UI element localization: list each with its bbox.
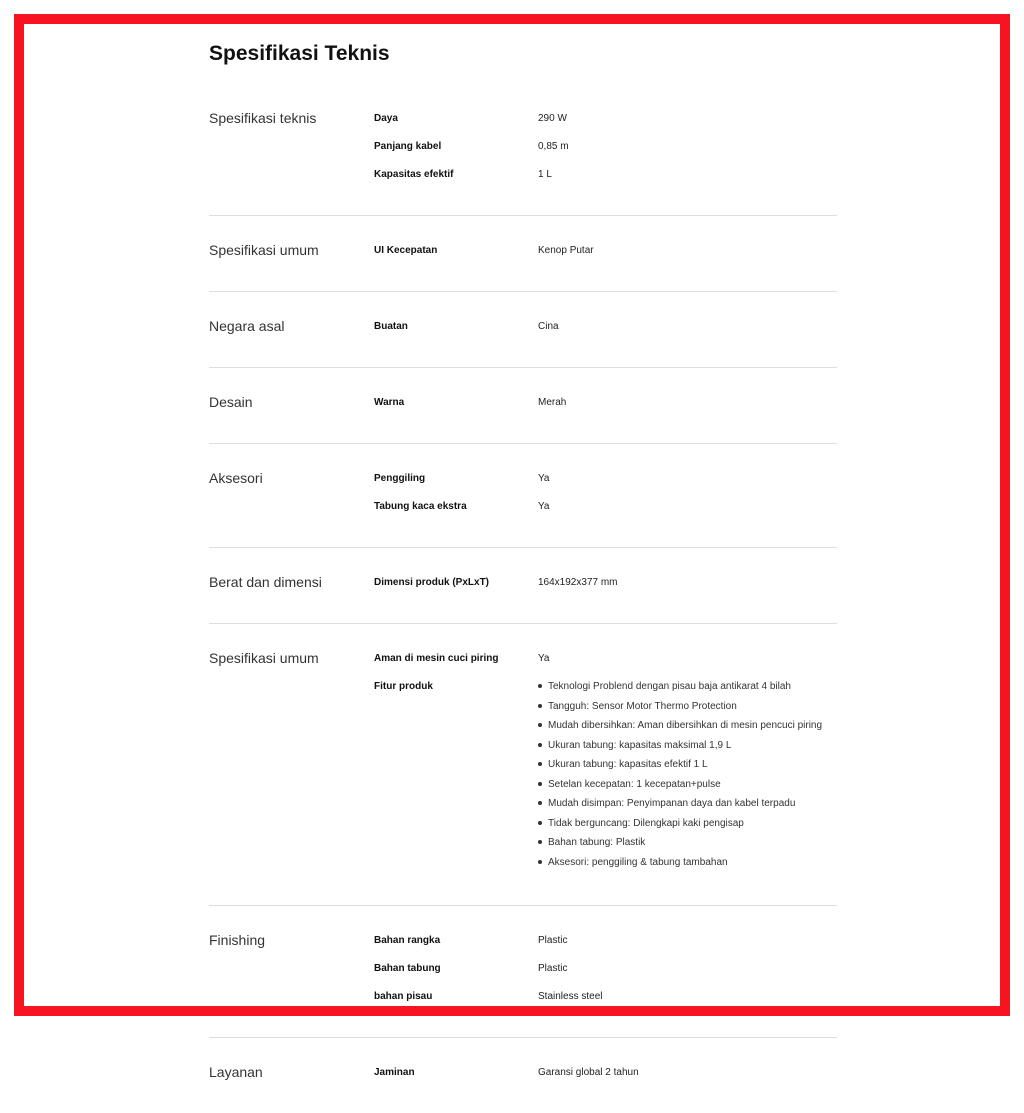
spec-label: Jaminan: [374, 1067, 415, 1078]
spec-section: [209, 444, 837, 548]
bullet-icon: [538, 860, 542, 864]
bullet-icon: [538, 782, 542, 786]
feature-text: Mudah disimpan: Penyimpanan daya dan kabel terpadu: [548, 798, 796, 809]
spec-section: [209, 86, 837, 216]
spec-value: 1 L: [538, 169, 552, 180]
spec-row: [374, 674, 837, 880]
bullet-icon: [538, 704, 542, 708]
spec-value: Stainless steel: [538, 991, 603, 1002]
spec-value: Ya: [538, 501, 550, 512]
section-title: Negara asal: [209, 318, 285, 334]
spec-rows: [374, 928, 837, 1012]
red-frame-border: [14, 14, 1010, 1080]
spec-value: 0,85 m: [538, 141, 569, 152]
spec-row: [374, 466, 837, 494]
spec-row: [374, 646, 837, 674]
spec-row: [374, 1060, 837, 1088]
section-title: Berat dan dimensi: [209, 574, 322, 590]
spec-value: 290 W: [538, 113, 567, 124]
spec-label: Aman di mesin cuci piring: [374, 653, 499, 664]
section-title: Aksesori: [209, 470, 263, 486]
spec-row: [374, 956, 837, 984]
bullet-icon: [538, 762, 542, 766]
spec-row: [374, 314, 837, 342]
spec-label: Penggiling: [374, 473, 426, 484]
spec-row: [374, 570, 837, 598]
bullet-icon: [538, 821, 542, 825]
spec-label: Tabung kaca ekstra: [374, 501, 467, 512]
spec-label: Kapasitas efektif: [374, 169, 454, 180]
feature-item: [538, 798, 822, 818]
feature-item: [538, 740, 822, 760]
spec-value: Cina: [538, 321, 559, 332]
page-title: Spesifikasi Teknis: [209, 42, 390, 65]
spec-rows: [374, 466, 837, 522]
feature-text: Bahan tabung: Plastik: [548, 837, 646, 848]
spec-section: [209, 906, 837, 1038]
spec-row: [374, 494, 837, 522]
spec-row: [374, 238, 837, 266]
spec-label: Bahan rangka: [374, 935, 441, 946]
feature-text: Setelan kecepatan: 1 kecepatan+pulse: [548, 778, 721, 790]
spec-label: Buatan: [374, 321, 408, 332]
feature-item: [538, 837, 822, 857]
spec-rows: [374, 646, 837, 880]
feature-text: Tangguh: Sensor Motor Thermo Protection: [548, 700, 737, 712]
section-title: Finishing: [209, 932, 266, 948]
bullet-icon: [538, 684, 542, 688]
spec-value: Kenop Putar: [538, 245, 594, 256]
spec-row: [374, 928, 837, 956]
feature-text: Ukuran tabung: kapasitas maksimal 1,9 L: [548, 739, 732, 751]
spec-value: Plastic: [538, 935, 568, 946]
spec-section: [209, 548, 837, 624]
section-title: Spesifikasi umum: [209, 650, 319, 666]
feature-item: [538, 720, 822, 740]
feature-text: Ukuran tabung: kapasitas efektif 1 L: [548, 759, 708, 770]
feature-item: [538, 701, 822, 721]
feature-text: Aksesori: penggiling & tabung tambahan: [548, 856, 728, 868]
feature-item: [538, 779, 822, 799]
bullet-icon: [538, 743, 542, 747]
spec-section: [209, 216, 837, 292]
section-title: Spesifikasi teknis: [209, 110, 317, 126]
spec-label: Warna: [374, 397, 405, 408]
feature-list: [538, 681, 822, 880]
spec-label: Dimensi produk (PxLxT): [374, 577, 490, 588]
bullet-icon: [538, 723, 542, 727]
spec-rows: [374, 1060, 837, 1088]
spec-section: [209, 292, 837, 368]
section-title: Layanan: [209, 1064, 263, 1080]
spec-rows: [374, 570, 837, 598]
spec-rows: [374, 314, 837, 342]
spec-value: 164x192x377 mm: [538, 577, 618, 588]
feature-item: [538, 857, 822, 877]
spec-row: [374, 390, 837, 418]
spec-rows: [374, 238, 837, 266]
bullet-icon: [538, 801, 542, 805]
feature-item: [538, 818, 822, 838]
feature-item: [538, 681, 822, 701]
spec-label: bahan pisau: [374, 991, 433, 1002]
spec-section: [209, 624, 837, 906]
spec-value: Plastic: [538, 963, 568, 974]
spec-label: Daya: [374, 113, 398, 124]
feature-item: [538, 759, 822, 779]
bullet-icon: [538, 840, 542, 844]
spec-row: [374, 984, 837, 1012]
spec-sections: [209, 86, 837, 1113]
spec-value: Merah: [538, 397, 567, 408]
spec-row: [374, 106, 837, 134]
section-title: Desain: [209, 394, 253, 410]
spec-section: [209, 1038, 837, 1113]
spec-rows: [374, 106, 837, 190]
spec-label: Fitur produk: [374, 681, 433, 692]
spec-rows: [374, 390, 837, 418]
spec-label: Panjang kabel: [374, 141, 442, 152]
feature-text: Teknologi Problend dengan pisau baja antikarat 4 bilah: [548, 681, 791, 692]
spec-row: [374, 134, 837, 162]
spec-label: UI Kecepatan: [374, 245, 438, 256]
spec-section: [209, 368, 837, 444]
feature-text: Tidak berguncang: Dilengkapi kaki pengisap: [548, 817, 744, 829]
section-title: Spesifikasi umum: [209, 242, 319, 258]
feature-text: Mudah dibersihkan: Aman dibersihkan di mesin pencuci piring: [548, 720, 823, 731]
spec-value: Ya: [538, 653, 550, 664]
spec-value: Ya: [538, 473, 550, 484]
spec-value: Garansi global 2 tahun: [538, 1067, 639, 1078]
spec-label: Bahan tabung: [374, 963, 441, 974]
spec-row: [374, 162, 837, 190]
